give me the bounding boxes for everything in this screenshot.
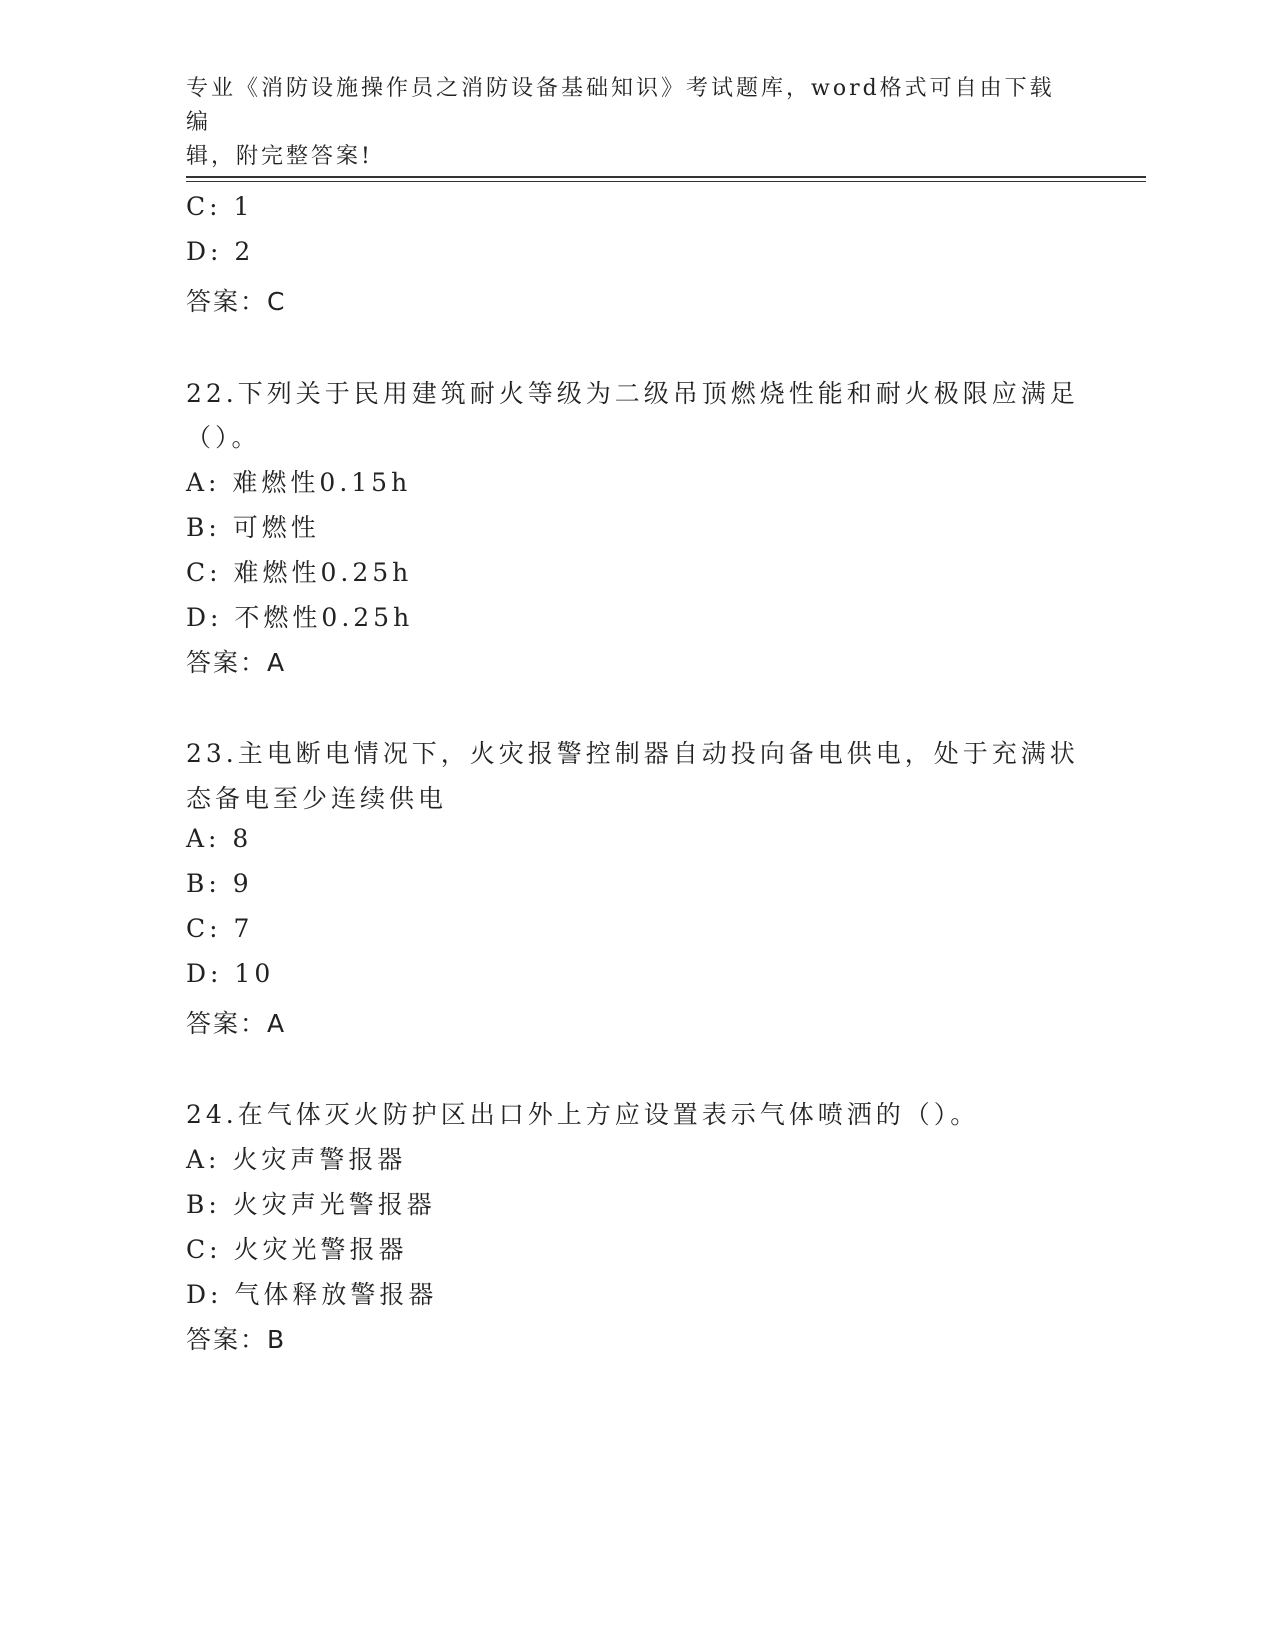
q23-option-b: B: 9 xyxy=(186,869,253,898)
q22-option-d: D: 不燃性0.25h xyxy=(186,603,414,632)
q22-option-a: A: 难燃性0.15h xyxy=(186,468,412,497)
document-header xyxy=(186,72,1076,174)
q23-stem-line-2: 态备电至少连续供电 xyxy=(186,784,448,813)
prev-answer: 答案：C xyxy=(186,287,287,316)
q24-option-b: B: 火灾声光警报器 xyxy=(186,1190,436,1219)
q24-answer: 答案：B xyxy=(186,1325,287,1354)
q22-stem-line-1: 22.下列关于民用建筑耐火等级为二级吊顶燃烧性能和耐火极限应满足 xyxy=(186,379,1079,408)
q22-stem-line-2: （）。 xyxy=(186,423,261,452)
q23-option-c: C: 7 xyxy=(186,914,254,943)
header-divider-thin xyxy=(186,181,1146,182)
prev-option-d: D: 2 xyxy=(186,237,255,266)
q24-stem-line-1: 24.在气体灭火防护区出口外上方应设置表示气体喷洒的（）。 xyxy=(186,1100,980,1129)
prev-option-c: C: 1 xyxy=(186,192,254,221)
q22-option-b: B: 可燃性 xyxy=(186,513,320,542)
q22-option-c: C: 难燃性0.25h xyxy=(186,558,413,587)
header-divider-thick xyxy=(186,176,1146,178)
q24-option-d: D: 气体释放警报器 xyxy=(186,1280,438,1309)
q22-answer: 答案：A xyxy=(186,648,287,677)
header-line-2: 辑，附完整答案! xyxy=(186,144,373,169)
q24-option-c: C: 火灾光警报器 xyxy=(186,1235,408,1264)
q23-answer: 答案：A xyxy=(186,1009,287,1038)
q23-option-d: D: 10 xyxy=(186,959,275,988)
q24-option-a: A: 火灾声警报器 xyxy=(186,1145,407,1174)
q23-stem-line-1: 23.主电断电情况下，火灾报警控制器自动投向备电供电，处于充满状 xyxy=(186,739,1079,768)
header-line-1: 专业《消防设施操作员之消防设备基础知识》考试题库，word格式可自由下载编 xyxy=(186,76,1055,135)
q23-option-a: A: 8 xyxy=(186,824,253,853)
